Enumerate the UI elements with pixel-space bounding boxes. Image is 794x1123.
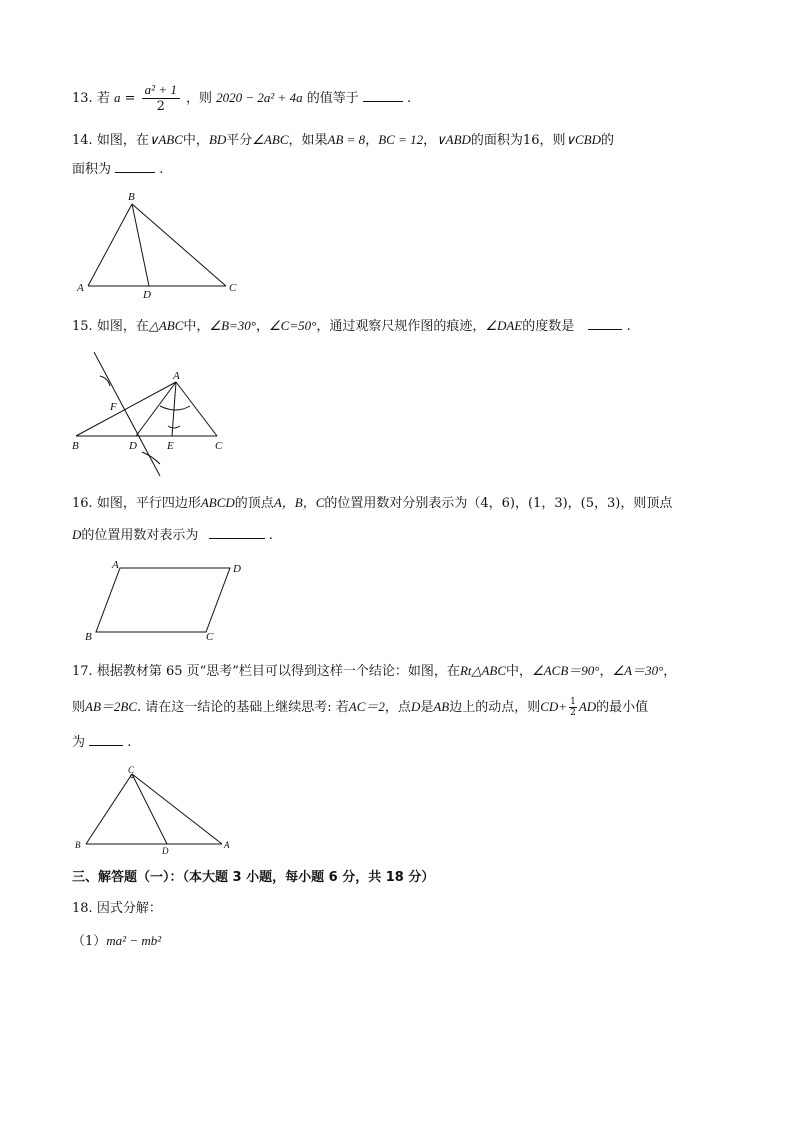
question-15: 15. 如图，在△ABC中，∠B=30°，∠C=50°，通过观察尺规作图的痕迹，∠DAE的度数是 . <box>72 318 631 334</box>
label-c: C <box>128 765 135 775</box>
label-e: E <box>167 440 174 452</box>
fraction: $\frac{\text{a² + 1}}{2}$ <box>142 82 180 115</box>
question-number: 15. <box>72 319 93 334</box>
question-18-part-1: （1）ma² − mb² <box>72 933 162 949</box>
question-number: 14. <box>72 133 93 148</box>
label-a: A <box>112 559 119 571</box>
label-b: B <box>72 440 79 452</box>
label-f: F <box>110 401 117 413</box>
label-d: D <box>233 563 241 575</box>
question-14-line-1: 14. 如图，在∨ABC中，BD平分∠ABC，如果AB = 8，BC = 12，∨ABD的面积为16，则∨CBD的 <box>72 132 615 148</box>
question-17-line-1: 17. 根据教材第 65 页“思考”栏目可以得到这样一个结论：如图，在Rt△ABC中，∠ACB＝90°，∠A＝30°， <box>72 663 677 679</box>
arc-small <box>168 426 180 428</box>
figure-15-construction <box>72 348 232 478</box>
segment-ab <box>88 204 132 286</box>
figure-17-right-triangle <box>72 764 242 856</box>
arc-at-a <box>160 406 190 410</box>
arc-mark-bottom <box>142 452 160 464</box>
answer-blank[interactable] <box>115 160 155 173</box>
answer-blank[interactable] <box>209 526 265 539</box>
label-c: C <box>206 631 214 643</box>
question-16-line-1: 16. 如图，平行四边形ABCD的顶点A，B，C的位置用数对分别表示为（4，6)，(1，3)，(5，3)，则顶点 <box>72 495 673 511</box>
figure-14-triangle <box>72 190 252 305</box>
label-d: D <box>129 440 137 452</box>
question-number: 13. <box>72 91 93 106</box>
fraction-half: $\frac{1}{2}$ <box>570 697 576 718</box>
question-number: 17. <box>72 664 93 679</box>
question-number: 16. <box>72 496 93 511</box>
question-17-line-2: 则AB＝2BC. 请在这一结论的基础上继续思考: 若AC＝2，点D是AB边上的动点，则CD+ $\frac{1}{2}$ AD的最小值 <box>72 697 649 718</box>
label-a: A <box>224 840 230 850</box>
perpendicular-bisector <box>94 352 160 476</box>
answer-blank[interactable] <box>89 733 123 746</box>
segment-ab <box>76 382 176 436</box>
label-d: D <box>143 289 151 301</box>
label-a: A <box>173 370 180 382</box>
label-d: D <box>162 846 169 856</box>
question-14-line-2: 面积为 . <box>72 162 164 177</box>
answer-blank[interactable] <box>588 317 622 330</box>
question-13: 13. 若 a = $\frac{\text{a² + 1}}{2}$ ，则 2020 − 2a² + 4a 的值等于 . <box>72 82 412 114</box>
section-heading: 三、解答题（一）：（本大题 3 小题，每小题 6 分，共 18 分） <box>72 870 435 885</box>
question-16-line-2: D的位置用数对表示为 . <box>72 527 273 543</box>
label-b: B <box>75 840 81 850</box>
label-c: C <box>215 440 223 452</box>
label-c: C <box>229 282 237 294</box>
question-18: 18. 因式分解： <box>72 901 162 916</box>
arc-mark-top <box>100 376 110 386</box>
parallelogram <box>96 568 230 632</box>
answer-blank[interactable] <box>363 89 403 102</box>
segment-cd <box>132 774 167 844</box>
segment-ca <box>132 774 222 844</box>
label-b: B <box>85 631 92 643</box>
segment-bc <box>86 774 132 844</box>
question-number: 18. <box>72 901 93 916</box>
label-b: B <box>128 191 135 203</box>
label-a: A <box>77 282 84 294</box>
question-17-line-3: 为 . <box>72 735 132 750</box>
figure-16-parallelogram <box>82 556 257 646</box>
